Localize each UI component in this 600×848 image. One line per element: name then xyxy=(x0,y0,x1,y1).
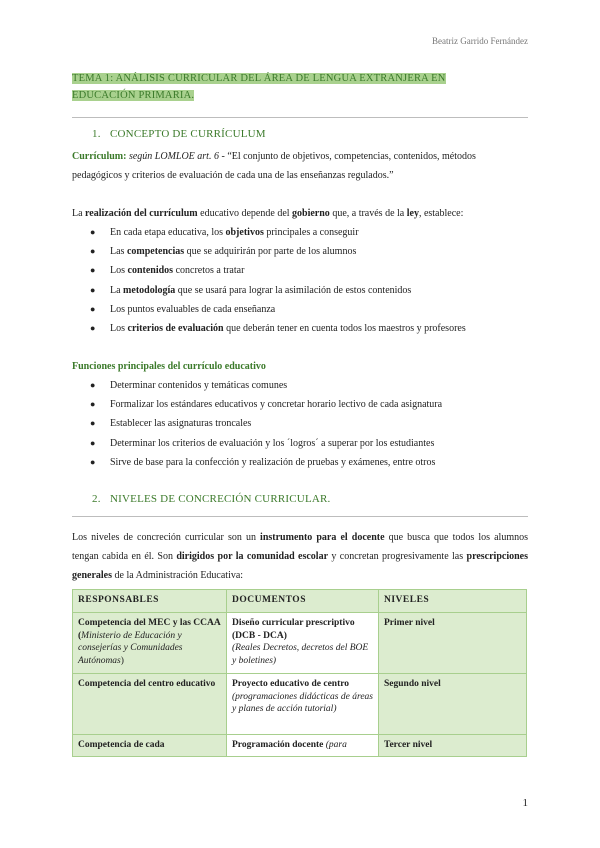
table-row xyxy=(73,735,527,757)
cell-bold: Tercer nivel xyxy=(384,740,433,750)
document-title xyxy=(72,70,528,104)
section-2-title: NIVELES DE CONCRECIÓN CURRICULAR. xyxy=(110,493,331,505)
cell-bold: Primer nivel xyxy=(384,618,435,628)
cell-bold: Competencia de cada xyxy=(78,740,165,750)
list-item: ● Determinar contenidos y temáticas comunes xyxy=(90,376,528,395)
item-text: que deberán tener en cuenta todos los maestros y profesores xyxy=(223,323,466,335)
item-text: que se usará para lograr la asimilación de estos contenidos xyxy=(175,284,412,296)
cell-bold: Competencia del MEC y las CCAA ( xyxy=(78,618,221,641)
definition-term: Currículum: xyxy=(72,151,127,162)
title-line-2: EDUCACIÓN PRIMARIA. xyxy=(72,90,195,101)
functions-heading: Funciones principales del currículo educativo xyxy=(72,361,266,372)
para-text: Los niveles de concreción curricular son un xyxy=(72,532,261,543)
table-header-row xyxy=(73,590,527,613)
intro-text: La xyxy=(72,208,86,219)
cell-bold: Proyecto educativo de centro xyxy=(232,679,350,689)
table-row xyxy=(73,674,527,735)
para-text: de la Administración Educativa: xyxy=(112,570,244,581)
item-text: Los puntos evaluables de cada enseñanza xyxy=(110,303,276,315)
table-row xyxy=(73,613,527,674)
table-cell-documentos xyxy=(227,613,379,674)
intro-text: educativo depende del xyxy=(197,208,293,219)
cell-bold: Programación docente xyxy=(232,740,324,750)
table-cell-responsables xyxy=(73,674,227,735)
divider xyxy=(72,117,528,118)
table-header: DOCUMENTOS xyxy=(227,590,379,613)
curriculum-definition xyxy=(72,147,528,185)
para-bold: prescripciones generales xyxy=(72,551,528,581)
cell-bold: Diseño curricular prescriptivo (DCB - DCA) xyxy=(232,618,355,641)
author-header: Beatriz Garrido Fernández xyxy=(432,36,528,46)
list-item: ● Formalizar los estándares educativos y concretar horario lectivo de cada asignatura xyxy=(90,395,528,414)
page-number: 1 xyxy=(522,797,528,809)
list-item xyxy=(90,281,528,300)
curriculum-intro xyxy=(72,204,528,223)
table-cell-niveles xyxy=(379,674,527,735)
section-2-number: 2. xyxy=(92,493,101,505)
item-text: principales a conseguir xyxy=(263,227,359,238)
cell-bold: Segundo nivel xyxy=(384,679,441,689)
list-item xyxy=(90,223,528,242)
list-item: ● Establecer las asignaturas troncales xyxy=(90,414,528,433)
list-item: ● Determinar los criterios de evaluación y los ´logros´ a superar por los estudiantes xyxy=(90,434,528,453)
item-bold: competencias xyxy=(126,246,185,258)
table-cell-documentos xyxy=(227,674,379,735)
table-header: RESPONSABLES xyxy=(73,590,227,613)
cell-text: ) xyxy=(120,655,124,666)
para-bold: instrumento para el docente xyxy=(260,532,385,543)
item-bold: objetivos xyxy=(225,227,264,238)
item-text: Las xyxy=(110,246,127,258)
table-header: NIVELES xyxy=(379,590,527,613)
item-text: La xyxy=(110,284,124,296)
item-text: En cada etapa educativa, los xyxy=(110,227,226,238)
section-2-heading xyxy=(92,493,331,505)
list-item xyxy=(90,300,528,319)
item-text: que se adquirirán por parte de los alumnos xyxy=(184,246,357,258)
item-text: Los xyxy=(110,323,128,335)
levels-paragraph xyxy=(72,528,528,585)
item-bold: contenidos xyxy=(127,265,174,277)
para-text: y concretan progresivamente las xyxy=(328,551,467,562)
cell-italic: Ministerio de Educación y consejerías y Comunidades Autónomas xyxy=(78,630,183,666)
table-cell-documentos xyxy=(227,735,379,757)
section-1-number: 1. xyxy=(92,128,101,140)
divider xyxy=(72,516,528,517)
table-cell-niveles xyxy=(379,735,527,757)
cell-italic: (para xyxy=(323,740,347,750)
list-item: ● Sirve de base para la confección y realización de pruebas y exámenes, entre otros xyxy=(90,453,528,472)
table-cell-responsables xyxy=(73,735,227,757)
item-bold: criterios de evaluación xyxy=(127,323,224,335)
definition-text: “El conjunto de objetivos, competencias, contenidos, métodos pedagógicos y criterios de evaluación de cada una de las enseñanzas regulados.” xyxy=(72,151,476,181)
list-item xyxy=(90,242,528,261)
levels-table xyxy=(72,589,527,757)
functions-list xyxy=(90,376,528,472)
cell-italic: (programaciones didácticas de áreas y planes de acción tutorial) xyxy=(232,691,373,714)
item-text: concretos a tratar xyxy=(173,265,245,277)
cell-bold: Competencia del centro educativo xyxy=(78,679,216,689)
section-1-heading xyxy=(92,128,266,140)
section-1-title: CONCEPTO DE CURRÍCULUM xyxy=(110,128,266,140)
table-cell-niveles xyxy=(379,613,527,674)
title-line-1: TEMA 1: ANÁLISIS CURRICULAR DEL ÁREA DE LENGUA EXTRANJERA EN xyxy=(72,73,446,84)
intro-bold: realización del currículum xyxy=(85,208,198,219)
intro-text: que, a través de la xyxy=(329,208,407,219)
definition-dash: - xyxy=(218,151,228,162)
table-cell-responsables xyxy=(73,613,227,674)
establishes-list xyxy=(90,223,528,338)
para-text: que busca que todos los alumnos tengan cabida en él. Son xyxy=(72,532,528,562)
intro-bold: ley xyxy=(406,208,419,219)
intro-text: , establece: xyxy=(418,208,464,219)
para-bold: dirigidos por la comunidad escolar xyxy=(176,551,329,562)
item-text: Los xyxy=(110,265,128,277)
definition-source: según LOMLOE art. 6 xyxy=(126,151,219,162)
item-bold: metodología xyxy=(123,284,176,296)
list-item xyxy=(90,319,528,338)
cell-italic: (Reales Decretos, decretos del BOE y boletines) xyxy=(232,643,369,666)
intro-bold: gobierno xyxy=(292,208,330,219)
list-item xyxy=(90,261,528,280)
